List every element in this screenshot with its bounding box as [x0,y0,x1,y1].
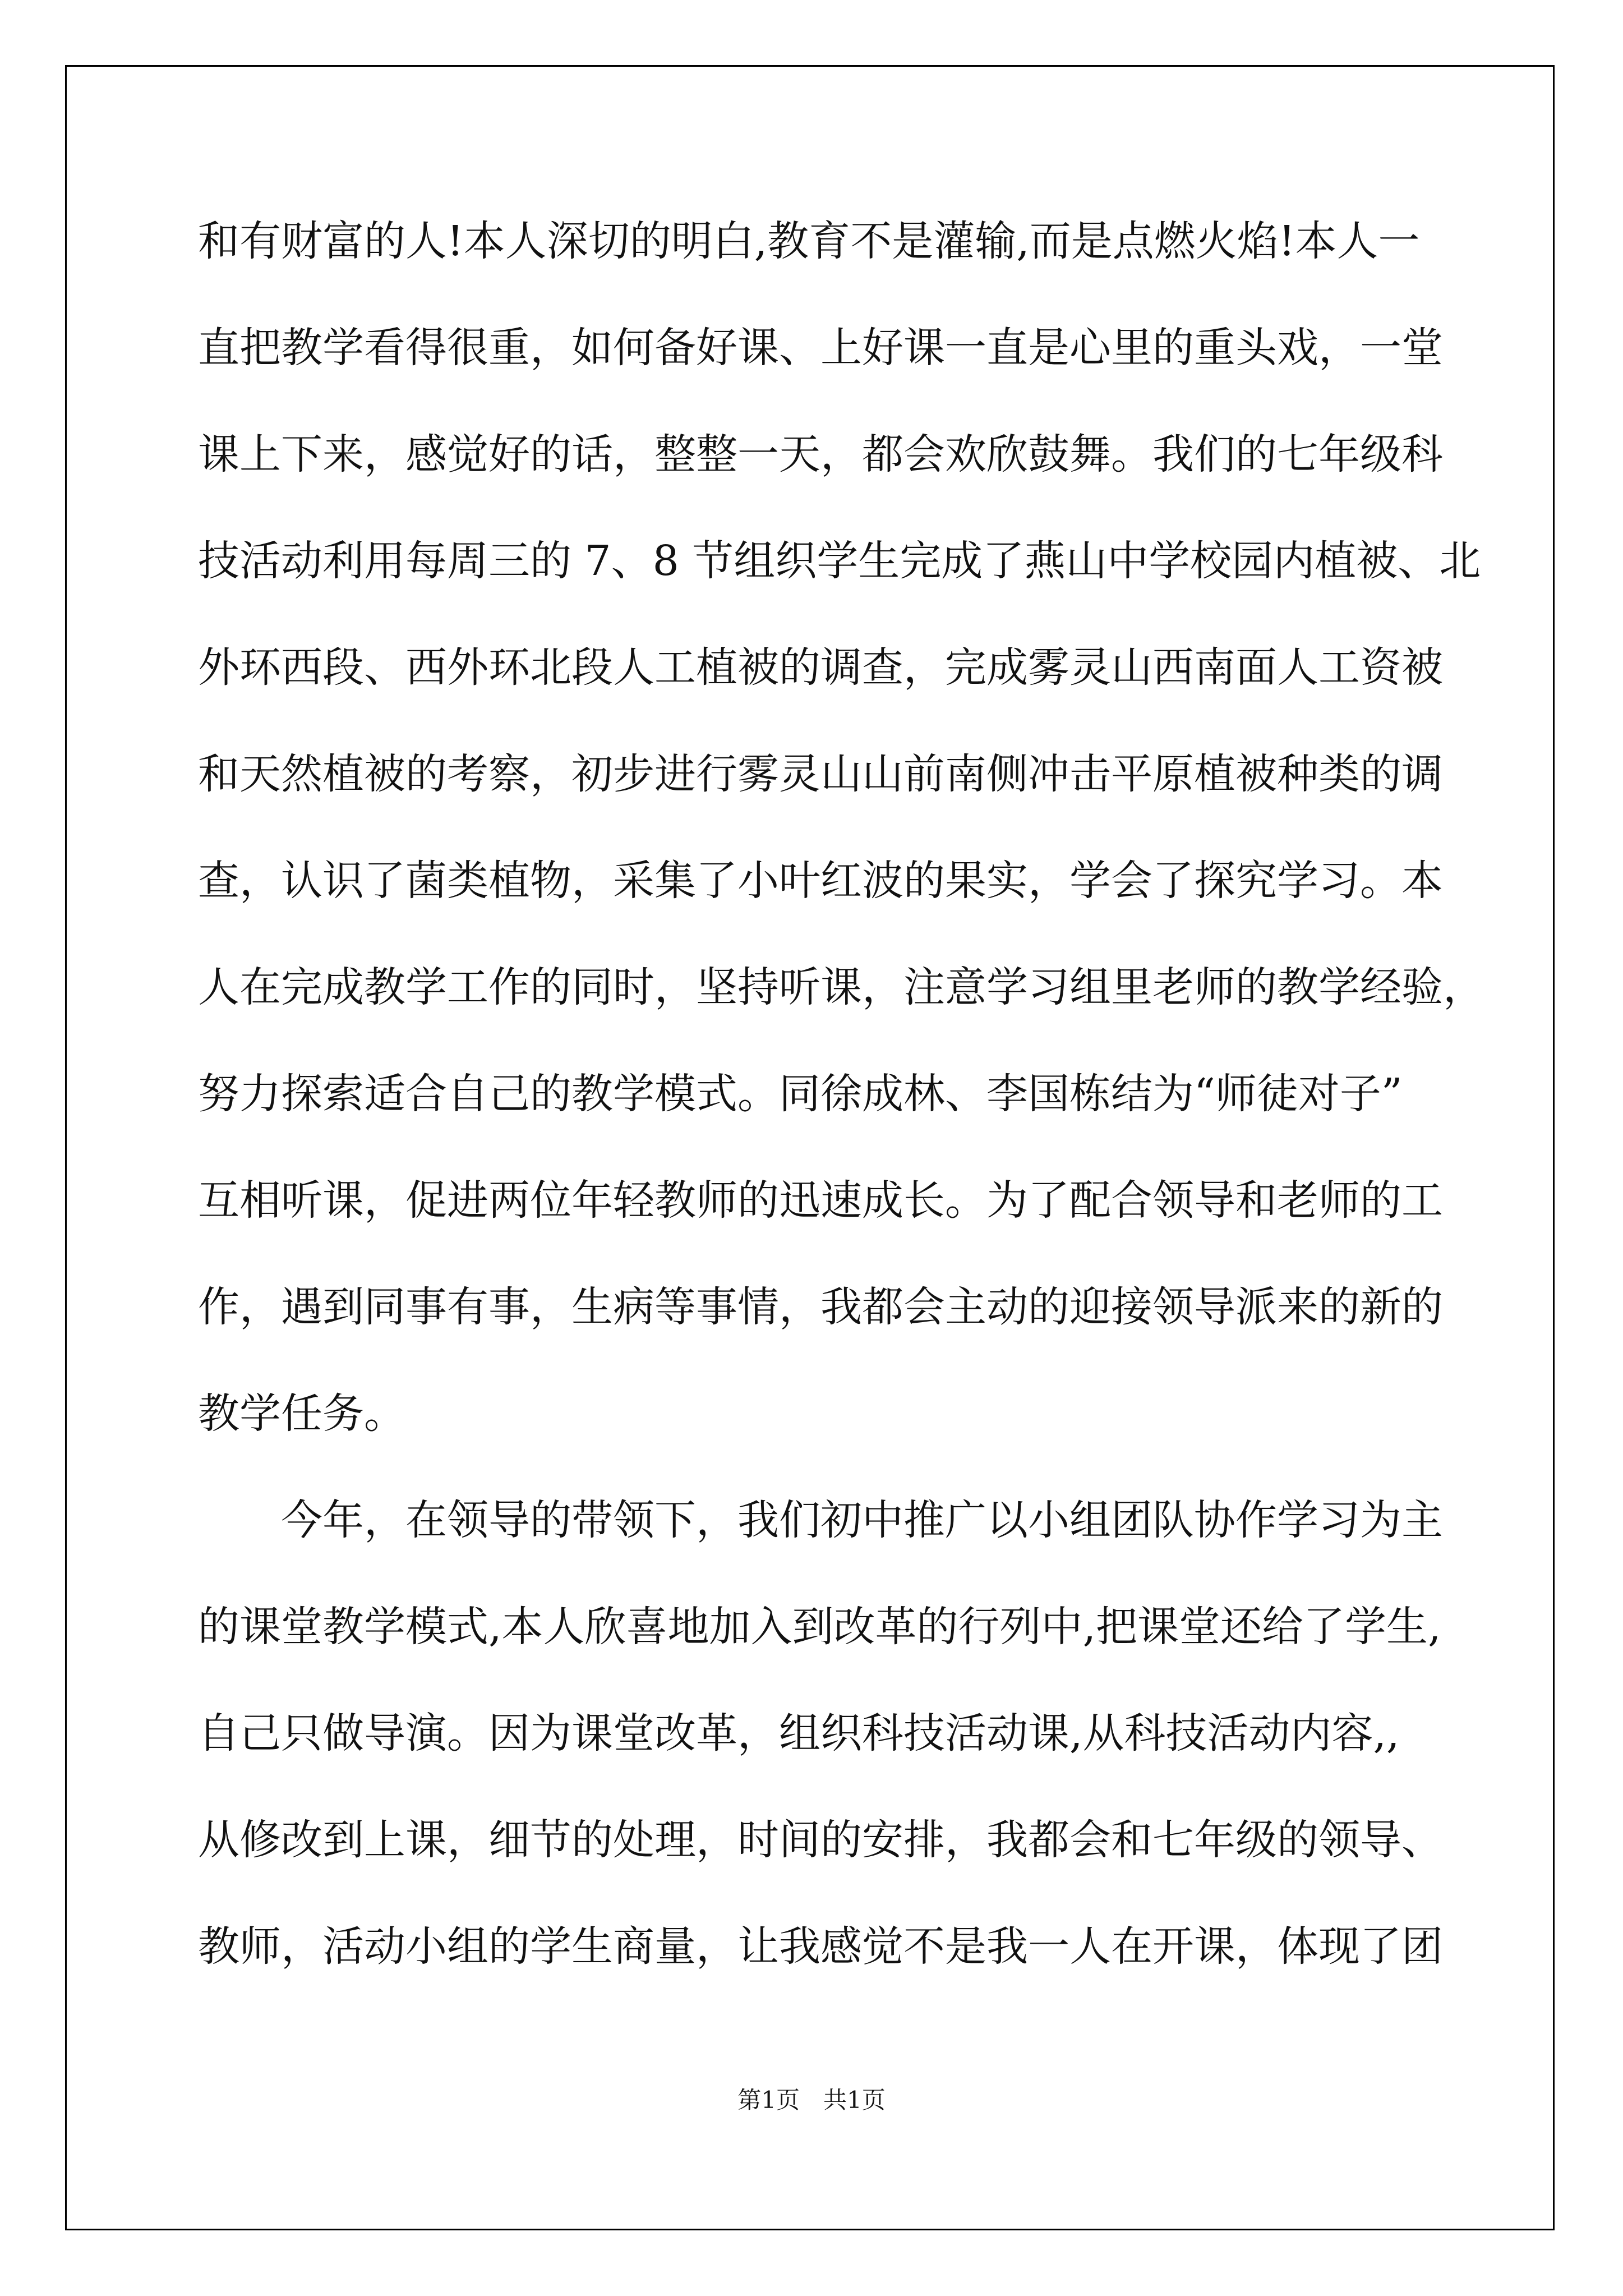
text-line: 人在完成教学工作的同时，坚持听课，注意学习组里老师的教学经验， [198,963,1484,1011]
page-border [65,65,1555,2230]
text-line: 自己只做导演。因为课堂改革，组织科技活动课,从科技活动内容,, [198,1709,1400,1757]
text-line: 今年，在领导的带领下，我们初中推广以小组团队协作学习为主 [198,1496,1443,1544]
text-line: 互相听课，促进两位年轻教师的迅速成长。为了配合领导和老师的工 [198,1176,1443,1225]
text-line: 技活动利用每周三的 7、8 节组织学生完成了燕山中学校园内植被、北 [198,537,1481,585]
text-line: 的课堂教学模式,本人欣喜地加入到改革的行列中,把课堂还给了学生, [198,1603,1441,1651]
text-line: 查，认识了菌类植物，采集了小叶红波的果实，学会了探究学习。本 [198,857,1443,905]
text-line: 努力探索适合自己的教学模式。同徐成林、李国栋结为“师徒对子” [198,1070,1403,1118]
text-line: 外环西段、西外环北段人工植被的调查，完成雾灵山西南面人工资被 [198,643,1443,692]
text-line: 直把教学看得很重，如何备好课、上好课一直是心里的重头戏，一堂 [198,324,1443,372]
text-line: 作，遇到同事有事，生病等事情，我都会主动的迎接领导派来的新的 [198,1283,1443,1331]
text-line: 和天然植被的考察，初步进行雾灵山山前南侧冲击平原植被种类的调 [198,750,1443,798]
text-line: 教师，活动小组的学生商量，让我感觉不是我一人在开课，体现了团 [198,1922,1443,1971]
text-line: 教学任务。 [198,1389,405,1438]
text-line: 和有财富的人!本人深切的明白,教育不是灌输,而是点燃火焰!本人一 [198,217,1420,265]
page-footer: 第1页 共1页 [737,2086,886,2114]
text-line: 课上下来，感觉好的话，整整一天，都会欢欣鼓舞。我们的七年级科 [198,430,1443,478]
text-line: 从修改到上课，细节的处理，时间的安排，我都会和七年级的领导、 [198,1816,1443,1864]
